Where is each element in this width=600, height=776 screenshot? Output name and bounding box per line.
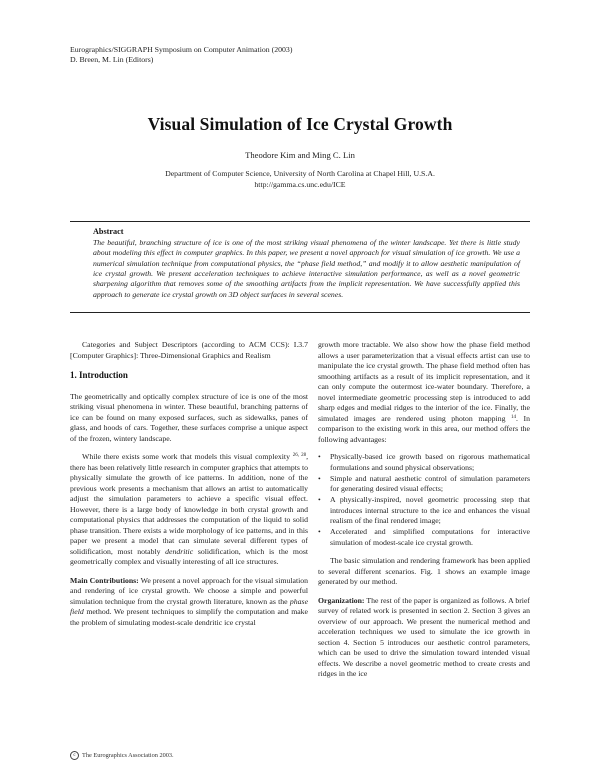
copyright-footer: [70, 751, 174, 760]
intro-p2-part-b: , there has been relatively little research in computer graphics that attempts to physically simulate the growth of ice patterns. In addition, none of the previous work presents a mechanism that allows an artist to automatically adjust the simulation parameters to achieve a specific visual effect. However, there is a large body of knowledge in both crystal growth and computational physics that addresses the computation of the liquid to solid phase transition. There exists a wide morphology of ice patterns, and in this paper we present a model that can simulate several different types of solidification, most notably: [70, 452, 309, 556]
organization-heading: Organization:: [318, 595, 365, 605]
list-item: [318, 495, 530, 527]
copyright-text: The Eurographics Association 2003.: [82, 752, 174, 759]
author-list: Theodore Kim and Ming C. Lin: [245, 150, 355, 160]
categories-text: Categories and Subject Descriptors (according to ACM CCS): I.3.7 [Computer Graphics]: Three-Dimensional Graphics and Realism: [70, 340, 308, 360]
contributions-heading: Main Contributions:: [70, 575, 139, 585]
copyright-icon: c: [70, 751, 79, 760]
list-item: [318, 527, 530, 548]
paragraph-gap: [70, 444, 308, 452]
intro-paragraph-1: The geometrically and optically complex structure of ice is one of the most striking visual phenomena in winter. These beautiful, branching patterns of ice can be found on many exposed surfaces, such as sidewalks, panes of glass, and hoods of cars. Together, these surfaces comprise a unique aspect of the frozen, wintery landscape.: [70, 391, 308, 443]
list-item: [318, 474, 530, 495]
intro-p2-part-a: While there exists some work that models this visual complexity: [82, 452, 290, 461]
abstract-top-rule: [70, 221, 530, 222]
contributions-part-b: method. We present techniques to simplify the computation and make the problem of simulating modest-scale dendritic ice crystal: [70, 607, 308, 627]
list-item-text: Physically-based ice growth based on rigorous mathematical formulations and sound physical observations;: [330, 452, 530, 472]
right-p1-part-a: growth more tractable. We also show how the phase field method allows a user parameterization that a visual effects artist can use to manipulate the ice crystal growth. The phase field method often has smoothing artifacts as a result of its implicit representation, and it can only compute the outermost ice-water boundary. Therefore, a novel intermediate geometric processing step is introduced to add sharp edges and medial ridges to the interior of the ice. Finally, the simulated images are rendered using photon mapping: [318, 340, 530, 423]
affiliation-block: [0, 169, 600, 190]
list-item: [318, 452, 530, 473]
running-header: [70, 45, 292, 65]
paper-title: Visual Simulation of Ice Crystal Growth: [147, 114, 453, 134]
right-paragraph-1: [318, 340, 530, 445]
citation-14: 14: [511, 414, 517, 420]
organization-paragraph: [318, 596, 530, 680]
paragraph-gap: [70, 568, 308, 576]
intro-p2-part-c: solidification, which is the most geometrically complex and visually interesting of all ice structures.: [70, 546, 308, 566]
categories-paragraph: [70, 340, 308, 361]
list-item-text: Simple and natural aesthetic control of simulation parameters for generating desired visual effects;: [330, 473, 530, 493]
intro-paragraph-2: [70, 452, 308, 568]
right-p1-part-b: . In comparison to the existing work in this area, our method offers the following advantages:: [318, 413, 530, 444]
abstract-bottom-rule: [70, 312, 530, 313]
bullet-dot-icon: •: [318, 527, 321, 536]
paragraph-gap: [318, 588, 530, 596]
bullet-dot-icon: •: [318, 473, 321, 483]
phase-field-emphasis: phase field: [70, 596, 309, 616]
abstract-text: The beautiful, branching structure of ice is one of the most striking visual phenomena of the winter landscape. Yet there is little study about modeling this effect in computer graphics. In this paper, we present a novel approach for visual simulation of ice growth. We use a numerical simulation technique from computational physics, the “phase field method,” and modify it to allow aesthetic manipulation of ice crystal growth. We present acceleration techniques to achieve interactive simulation performance, as well as a novel geometric sharpening algorithm that removes some of the smoothing artifacts from the implicit representation. We have successfully applied this approach to generate ice crystal growth on 3D object surfaces in several scenes.: [93, 238, 520, 299]
editors-line: D. Breen, M. Lin (Editors): [70, 55, 154, 64]
right-column: [318, 340, 530, 680]
abstract-heading: Abstract: [93, 227, 124, 236]
section-heading-introduction: 1. Introduction: [70, 370, 128, 380]
bullet-dot-icon: •: [318, 495, 321, 504]
organization-text: The rest of the paper is organized as follows. A brief survey of related work is presented in section 2. Section 3 gives an overview of our approach. We present the numerical method and acceleration techniques we used to simulate the ice growth in section 4. Section 5 introduces our aesthetic control parameters, which can be used to drive the simulation toward intended visual effects. We describe a novel geometric method to create crests and ridges in the ice: [318, 595, 530, 678]
right-paragraph-2: The basic simulation and rendering framework has been applied to several different scenarios. Fig. 1 shows an example image generated by our method.: [318, 556, 530, 586]
bullet-dot-icon: •: [318, 452, 321, 461]
contributions-paragraph: [70, 576, 308, 629]
citation-26-28: 26, 28: [292, 453, 307, 458]
list-item-text: A physically-inspired, novel geometric processing step that introduces internal structure to the ice and enhances the visual realism of the final rendered image;: [330, 495, 530, 525]
project-url: http://gamma.cs.unc.edu/ICE: [254, 179, 346, 189]
left-column: [70, 340, 308, 628]
contributions-part-a: We present a novel approach for the visual simulation and rendering of ice crystal growth. We choose a simple and powerful simulation technique from the crystal growth literature, known as the: [70, 575, 309, 606]
advantages-list: [318, 452, 530, 548]
dendritic-emphasis: dendritic: [165, 546, 194, 556]
list-item-text: Accelerated and simplified computations for interactive simulation of modest-scale ice crystal growth.: [330, 527, 530, 547]
affiliation-line: Department of Computer Science, University of North Carolina at Chapel Hill, U.S.A.: [165, 169, 435, 178]
venue-line: Eurographics/SIGGRAPH Symposium on Computer Animation (2003): [70, 45, 293, 54]
